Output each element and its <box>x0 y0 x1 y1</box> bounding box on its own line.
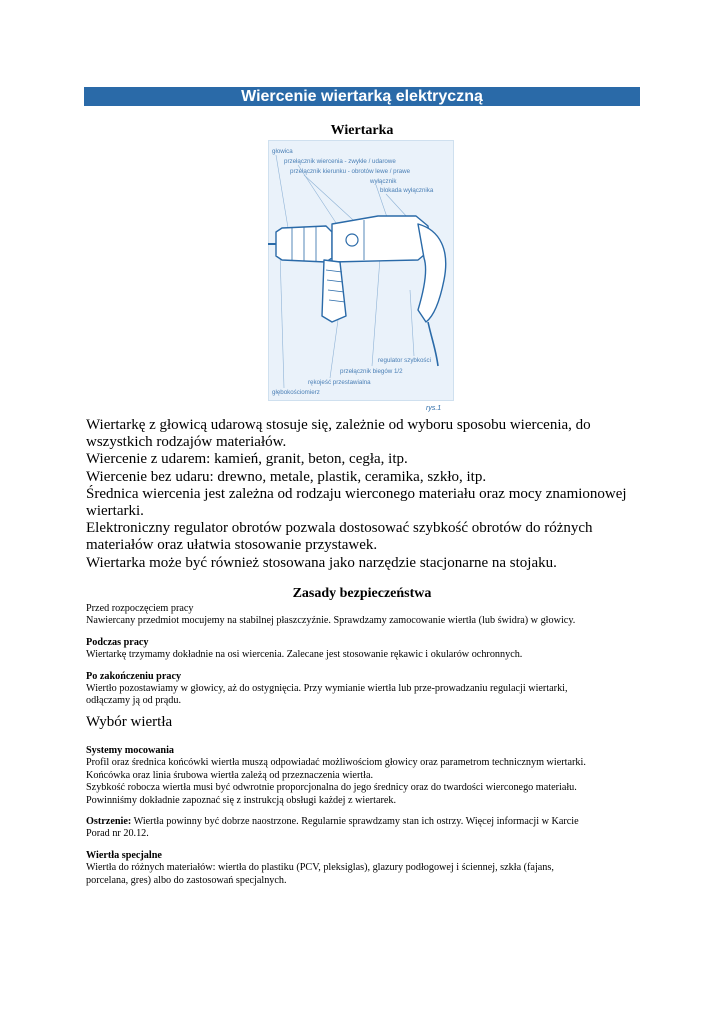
label-regulator: regulator szybkości <box>378 357 431 364</box>
special-line: porcelana, gres) albo do zastosowań specjalnych. <box>86 874 287 886</box>
during-title: Podczas pracy <box>86 636 149 648</box>
intro-line: Wiertarka może być również stosowana jako narzędzie stacjonarne na stojaku. <box>86 554 557 571</box>
intro-paragraph <box>86 417 646 572</box>
special-title: Wiertła specjalne <box>86 849 162 861</box>
sharpen-line: Wiertła powinny być dobrze naostrzone. Regularnie sprawdzamy stan ich ostrzy. Więcej informacji w Karcie <box>131 816 579 828</box>
figure-caption: rys.1 <box>426 405 442 412</box>
intro-line: Wiercenie bez udaru: drewno, metale, plastik, ceramika, szkło, itp. <box>86 468 487 485</box>
intro-line: Wiertarkę z głowicą udarową stosuje się, zależnie od wyboru sposobu wiercenia, do <box>86 417 591 433</box>
label-rekojesc: rękojeść przestawialna <box>308 379 371 386</box>
label-przelacznik-wiercenia: przełącznik wiercenia - zwykłe / udarowe <box>284 158 396 165</box>
intro-line: wiertarki. <box>86 503 144 520</box>
label-blokada: blokada wyłącznika <box>380 187 434 194</box>
safety-heading: Zasady bezpieczeństwa <box>292 586 432 601</box>
label-glowica: głowica <box>272 148 293 155</box>
label-biegi: przełącznik biegów 1/2 <box>340 368 403 375</box>
intro-line: Średnica wiercenia jest zależna od rodzaju wierconego materiału oraz mocy znamionowej <box>86 485 627 502</box>
before-title: Przed rozpoczęciem pracy <box>86 603 194 614</box>
intro-line: Elektroniczny regulator obrotów pozwala dostosować szybkość obrotów do różnych <box>86 520 593 537</box>
safety-section <box>86 603 646 708</box>
sharpen-text <box>86 816 646 828</box>
during-text: Wiertarkę trzymamy dokładnie na osi wiercenia. Zalecane jest stosowanie rękawic i okularów ochronnych. <box>86 649 523 661</box>
label-wylacznik: wyłącznik <box>370 178 397 185</box>
label-przelacznik-kierunku: przełącznik kierunku - obrotów lewe / prawe <box>290 168 411 175</box>
bits-heading: Wybór wiertła <box>86 714 173 730</box>
drill-heading: Wiertarka <box>330 123 394 138</box>
intro-line: materiałów oraz ułatwia stosowanie przystawek. <box>86 537 378 554</box>
systems-line: Powinniśmy dokładnie zapoznać się z instrukcją obsługi każdej z wiertarek. <box>86 794 397 806</box>
bits-section <box>86 745 646 887</box>
special-line: Wiertła do różnych materiałów: wiertła do plastiku (PCV, pleksiglas), glazury podłogowej i ściennej, szkła (fajans, <box>86 862 554 874</box>
sharpen-label: Ostrzenie: <box>86 816 132 828</box>
label-glebokosciomierz: głębokościomierz <box>272 389 320 396</box>
intro-line: Wiercenie z udarem: kamień, granit, beton, cegła, itp. <box>86 451 408 468</box>
drill-illustration <box>268 140 454 412</box>
after-text: odłączamy ją od prądu. <box>86 695 182 707</box>
systems-title: Systemy mocowania <box>86 745 175 756</box>
systems-line: Profil oraz średnica końcówki wiertła muszą odpowiadać możliwościom głowicy oraz parametrom technicznym wiertarki. <box>86 757 586 769</box>
systems-line: Szybkość robocza wiertła musi być odwrotnie proporcjonalna do jego średnicy oraz do twardości wierconego materiału. <box>86 782 577 794</box>
page-title-banner: Wiercenie wiertarką elektryczną <box>84 87 640 106</box>
systems-line: Końcówka oraz linia śrubowa wiertła zależą od przeznaczenia wiertła. <box>86 769 374 781</box>
sharpen-line: Porad nr 20.12. <box>86 828 149 840</box>
intro-line: wszystkich rodzajów materiałów. <box>86 434 287 451</box>
after-text: Wiertło pozostawiamy w głowicy, aż do ostygnięcia. Przy wymianie wiertła lub prze-prowadzaniu regulacji wiertarki, <box>86 683 568 695</box>
after-title: Po zakończeniu pracy <box>86 670 182 682</box>
before-text: Nawiercany przedmiot mocujemy na stabilnej płaszczyźnie. Sprawdzamy zamocowanie wiertła (lub świdra) w głowicy. <box>86 615 576 627</box>
